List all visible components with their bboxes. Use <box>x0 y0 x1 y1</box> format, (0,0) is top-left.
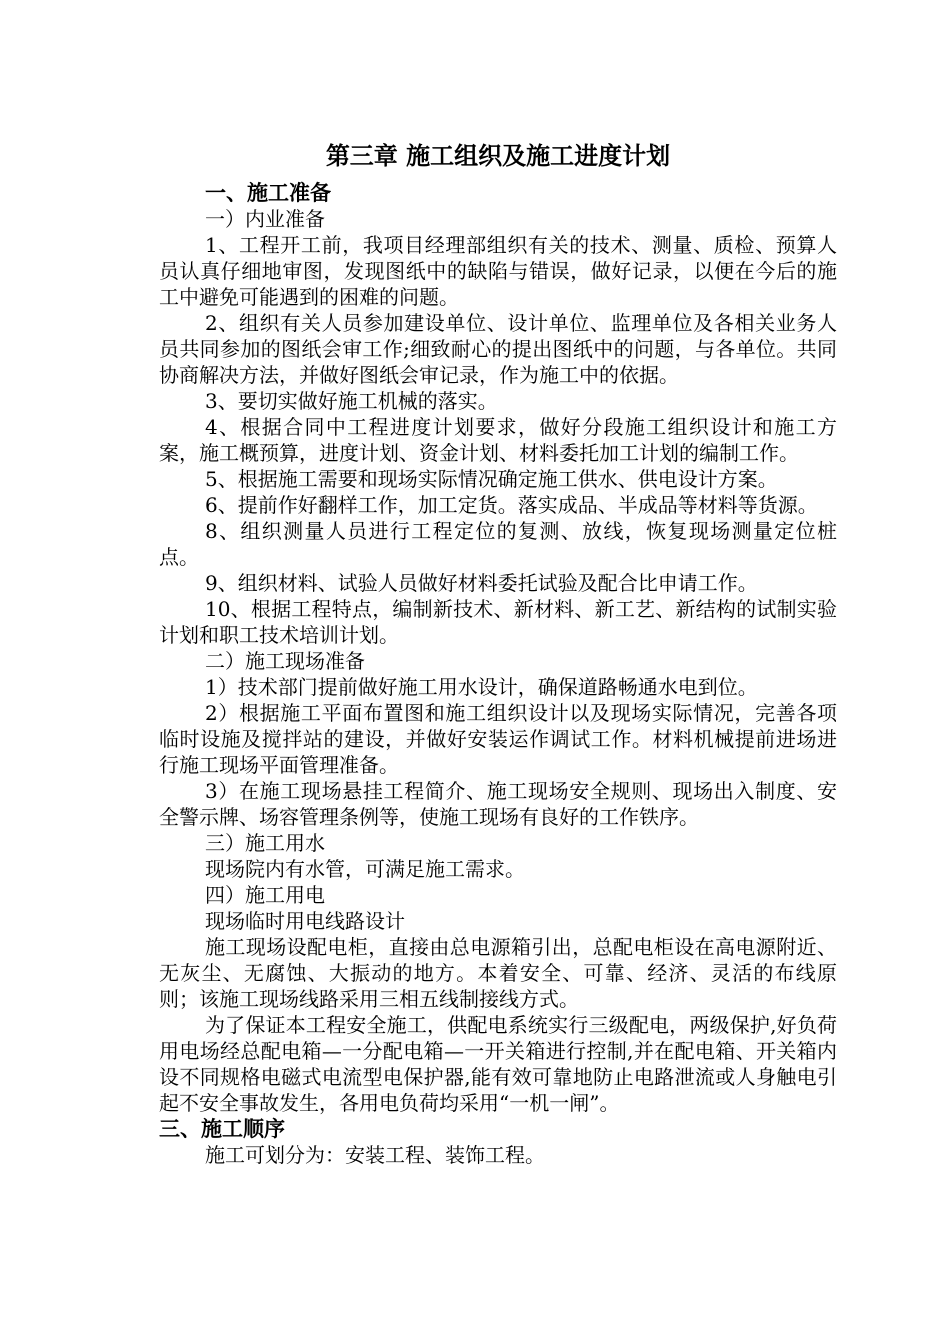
paragraph-site-3: 3）在施工现场悬挂工程简介、施工现场安全规则、现场出入制度、安全警示牌、场容管理条例等，使施工现场有良好的工作铁序。 <box>159 779 837 829</box>
paragraph-item-10: 10、根据工程特点，编制新技术、新材料、新工艺、新结构的试制实验计划和职工技术培训计划。 <box>159 597 837 647</box>
paragraph-item-2: 2、组织有关人员参加建设单位、设计单位、监理单位及各相关业务人员共同参加的图纸会审工作;细致耐心的提出图纸中的问题，与各单位。共同协商解决方法，并做好图纸会审记录，作为施工中的依据。 <box>159 311 837 387</box>
paragraph-site-1: 1）技术部门提前做好施工用水设计，确保道路畅通水电到位。 <box>205 675 758 699</box>
subsection-heading-site-prep: 二）施工现场准备 <box>205 649 365 673</box>
paragraph-sequence: 施工可划分为：安装工程、装饰工程。 <box>205 1143 545 1167</box>
paragraph-item-3: 3、要切实做好施工机械的落实。 <box>205 389 498 413</box>
paragraph-item-6: 6、提前作好翻样工作，加工定货。落实成品、半成品等材料等货源。 <box>205 493 818 517</box>
paragraph-item-5: 5、根据施工需要和现场实际情况确定施工供水、供电设计方案。 <box>205 467 778 491</box>
paragraph-site-2: 2）根据施工平面布置图和施工组织设计以及现场实际情况，完善各项临时设施及搅拌站的建设，并做好安装运作调试工作。材料机械提前进场进行施工现场平面管理准备。 <box>159 701 837 777</box>
section-heading-preparation: 一、施工准备 <box>205 180 331 205</box>
subsection-heading-power: 四）施工用电 <box>205 883 325 907</box>
paragraph-item-4: 4、根据合同中工程进度计划要求，做好分段施工组织设计和施工方案，施工概预算，进度计划、资金计划、材料委托加工计划的编制工作。 <box>159 415 837 465</box>
section-heading-sequence: 三、施工顺序 <box>159 1116 285 1141</box>
chapter-title: 第三章 施工组织及施工进度计划 <box>325 141 671 170</box>
paragraph-item-9: 9、组织材料、试验人员做好材料委托试验及配合比申请工作。 <box>205 571 758 595</box>
subsection-heading-water: 三）施工用水 <box>205 831 325 855</box>
paragraph-power-safety: 为了保证本工程安全施工，供配电系统实行三级配电，两级保护,好负荷用电场经总配电箱—一分配电箱—一开关箱进行控制,并在配电箱、开关箱内设不同规格电磁式电流型电保护器,能有效可靠地防止电路泄流或人身触电引起不安全事故发生，各用电负荷均采用“一机一闸”。 <box>159 1013 837 1115</box>
subsection-heading-internal-prep: 一）内业准备 <box>205 207 325 231</box>
paragraph-power-design: 现场临时用电线路设计 <box>205 909 405 933</box>
paragraph-water: 现场院内有水管，可满足施工需求。 <box>205 857 525 881</box>
paragraph-item-1: 1、工程开工前，我项目经理部组织有关的技术、测量、质检、预算人员认真仔细地审图，发现图纸中的缺陷与错误，做好记录，以便在今后的施工中避免可能遇到的困难的问题。 <box>159 233 837 309</box>
paragraph-power-cabinet: 施工现场设配电柜，直接由总电源箱引出，总配电柜设在高电源附近、无灰尘、无腐蚀、大振动的地方。本着安全、可靠、经济、灵活的布线原则；该施工现场线路采用三相五线制接线方式。 <box>159 935 837 1011</box>
paragraph-item-8: 8、组织测量人员进行工程定位的复测、放线，恢复现场测量定位桩点。 <box>159 519 837 569</box>
document-page <box>159 138 837 1168</box>
